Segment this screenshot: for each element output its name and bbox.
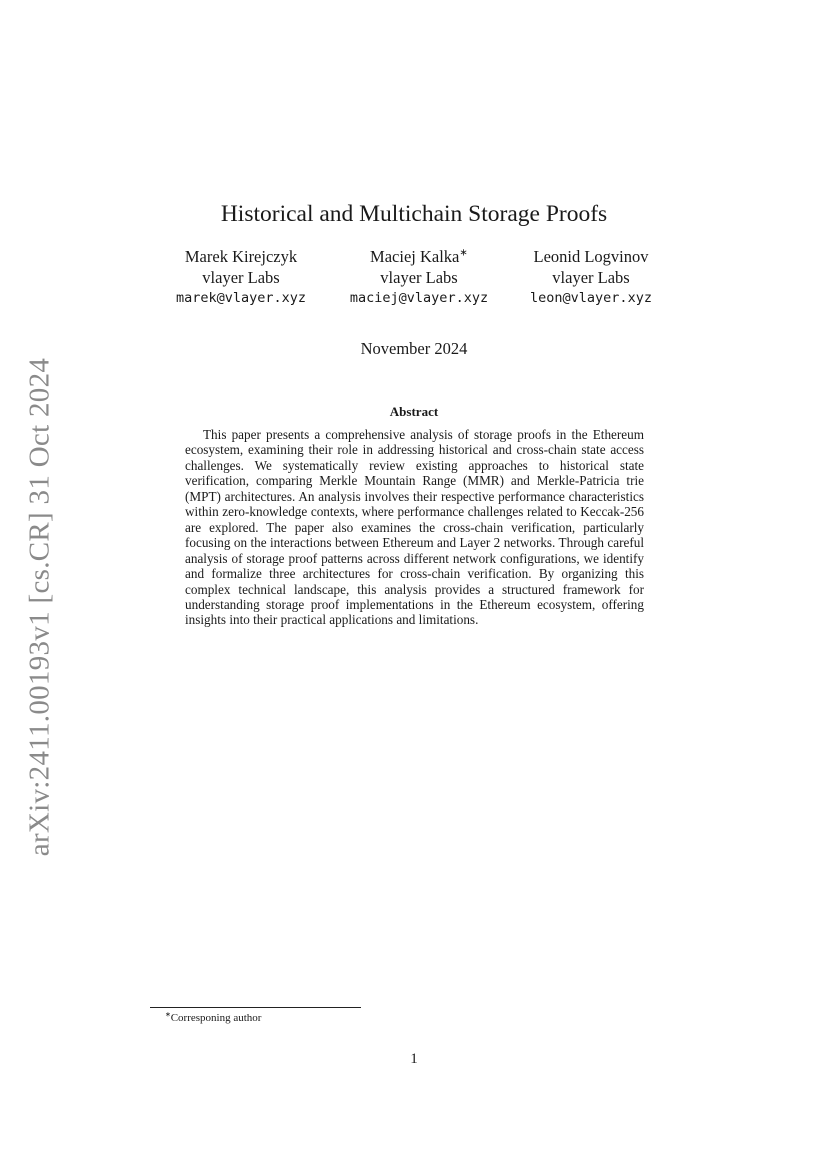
author-affiliation: vlayer Labs bbox=[202, 268, 280, 287]
footnote-marker: ∗ bbox=[165, 1011, 171, 1019]
arxiv-identifier-stamp: arXiv:2411.00193v1 [cs.CR] 31 Oct 2024 bbox=[23, 357, 56, 857]
abstract-heading: Abstract bbox=[389, 404, 439, 419]
author-affiliation: vlayer Labs bbox=[380, 268, 458, 287]
publication-date: November 2024 bbox=[360, 339, 468, 358]
author-email: leon@vlayer.xyz bbox=[530, 290, 652, 306]
author-block bbox=[510, 246, 672, 309]
abstract-text: This paper presents a comprehensive analysis of storage proofs in the Ethereum ecosystem, examining their role in addressing historical and cross-chain state access challenges. We systematically review existing approaches to historical state verification, comparing Merkle Mountain Range (MMR) and Merkle-Patricia trie (MPT) architectures. An analysis involves their respective performance characteristics within zero-knowledge contexts, where performance challenges related to Keccak-256 are explored. The paper also examines the cross-chain verification, particularly focusing on the interactions between Ethereum and Layer 2 networks. Through careful analysis of storage proof patterns across different network configurations, we identify and formalize three architectures for cross-chain verification. By organizing this complex technical landscape, this analysis provides a structured framework for understanding storage proof implementations in the Ethereum ecosystem, offering insights into their practical applications and limitations. bbox=[185, 427, 644, 628]
footnote-divider bbox=[150, 1007, 361, 1008]
footnote-text: Corresponing author bbox=[170, 1012, 262, 1024]
author-block bbox=[338, 246, 500, 309]
author-name: Leonid Logvinov bbox=[533, 247, 649, 266]
author-email: maciej@vlayer.xyz bbox=[349, 290, 489, 306]
author-affiliation: vlayer Labs bbox=[552, 268, 630, 287]
page-number: 1 bbox=[410, 1051, 418, 1067]
author-name: Maciej Kalka∗ bbox=[370, 247, 468, 266]
author-name: Marek Kirejczyk bbox=[184, 247, 298, 266]
author-block bbox=[160, 246, 322, 309]
corresponding-author-marker: ∗ bbox=[459, 247, 468, 259]
footnote bbox=[165, 1011, 261, 1025]
author-email: marek@vlayer.xyz bbox=[175, 290, 307, 306]
paper-title: Historical and Multichain Storage Proofs bbox=[220, 201, 608, 227]
